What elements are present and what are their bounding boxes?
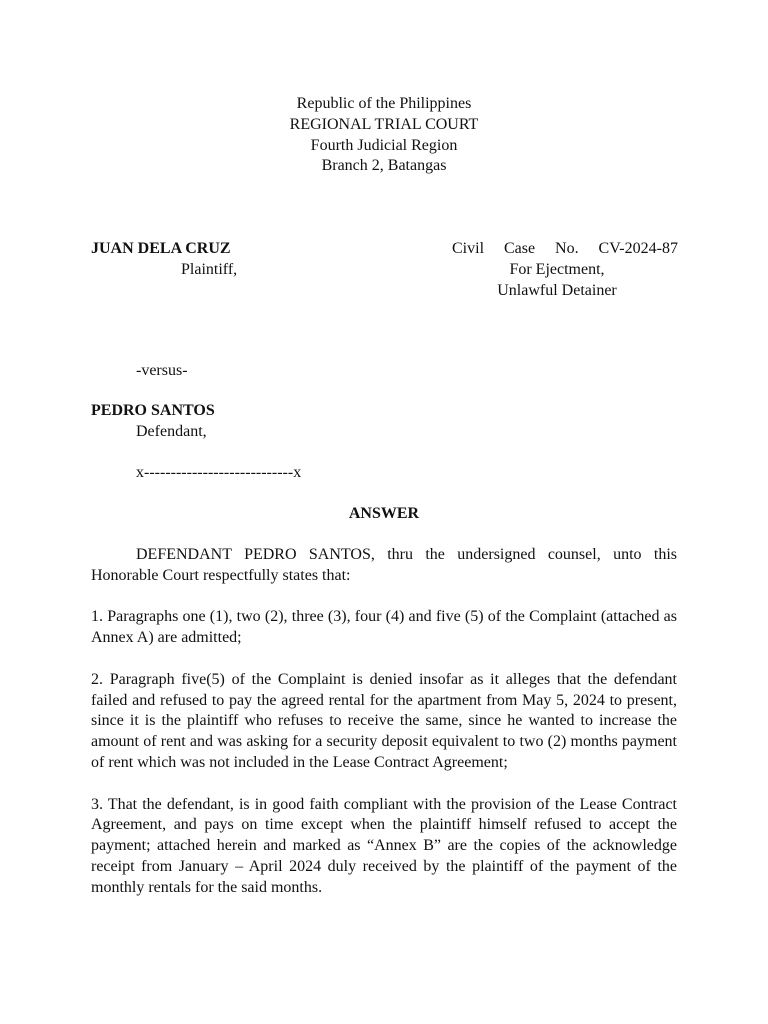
- defendant-role: Defendant,: [136, 422, 207, 440]
- defendant-block: [91, 401, 215, 443]
- plaintiff-role: Plaintiff,: [181, 260, 238, 278]
- case-number-word: Case: [503, 240, 536, 257]
- case-nature-line1: For Ejectment,: [509, 260, 605, 278]
- document-title: ANSWER: [348, 505, 420, 522]
- court-branch: Branch 2, Batangas: [321, 157, 447, 175]
- case-info-block: [436, 239, 678, 301]
- body-paragraph: 1. Paragraphs one (1), two (2), three (3), four (4) and five (5) of the Complaint (attached as Annex A) are admitted;: [91, 608, 677, 647]
- case-number-word: Civil: [452, 240, 485, 257]
- case-number-word: No.: [555, 240, 579, 257]
- defendant-name: PEDRO SANTOS: [91, 402, 215, 419]
- court-country: Republic of the Philippines: [296, 95, 472, 112]
- court-header: [0, 94, 768, 177]
- case-number: [436, 239, 678, 260]
- body-paragraph: 2. Paragraph five(5) of the Complaint is denied insofar as it alleges that the defendant failed and refused to pay the agreed rental for the apartment from May 5, 2024 to present, since it is the plaintiff who refuses to receive the same, since he wanted to increase the amount of rent and was asking for a security deposit equivalent to two (2) months payment of rent which was not included in the Lease Contract Agreement;: [91, 670, 677, 771]
- body-paragraph: DEFENDANT PEDRO SANTOS, thru the undersigned counsel, unto this Honorable Court respectfully states that:: [91, 546, 677, 584]
- body-paragraph: 3. That the defendant, is in good faith compliant with the provision of the Lease Contract Agreement, and pays on time except when the plaintiff himself refused to accept the payment; attached herein and marked as “Annex B” are the copies of the acknowledge receipt from January – April 2024 duly received by the plaintiff of the payment of the monthly rentals for the said months.: [91, 795, 677, 896]
- plaintiff-name: JUAN DELA CRUZ: [91, 240, 231, 257]
- document-body: [91, 545, 677, 919]
- versus-label: -versus-: [136, 362, 188, 379]
- court-name: REGIONAL TRIAL COURT: [289, 115, 479, 133]
- case-nature-line2: Unlawful Detainer: [497, 281, 617, 299]
- caption-x-divider: x----------------------------x: [136, 464, 302, 481]
- plaintiff-block: [91, 239, 391, 281]
- court-region: Fourth Judicial Region: [310, 136, 458, 154]
- case-number-value: CV-2024-87: [598, 240, 678, 257]
